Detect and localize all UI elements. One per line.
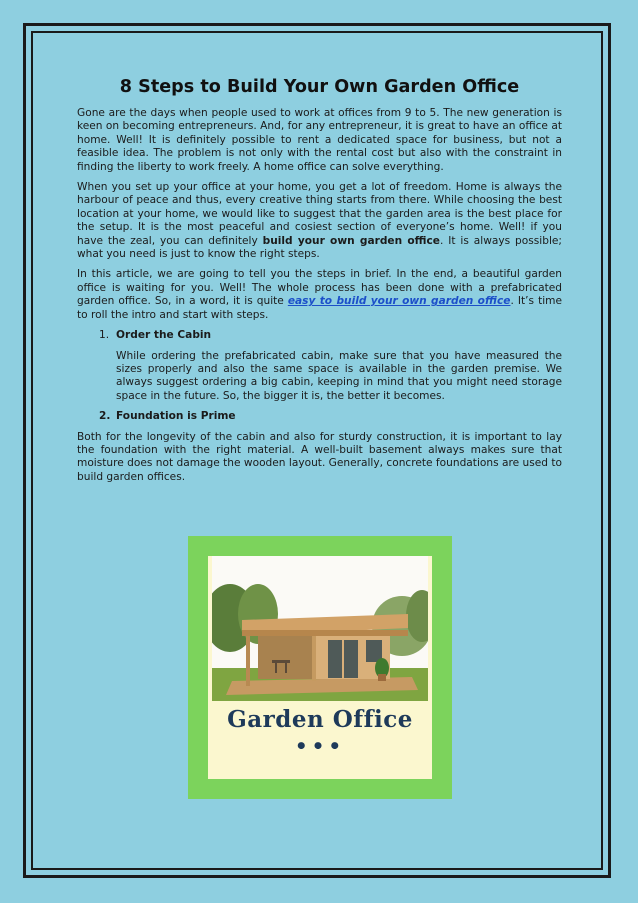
step-2-title: Foundation is Prime xyxy=(116,410,236,423)
step-2-number: 2. xyxy=(99,410,111,423)
article-overview-paragraph xyxy=(77,268,562,322)
freedom-paragraph xyxy=(77,181,562,261)
article xyxy=(77,76,562,491)
garden-office-illustration xyxy=(188,536,452,799)
post-left xyxy=(246,636,250,686)
roof-fascia xyxy=(242,630,408,636)
overview-text-end: . It’s time to roll the intro and start with steps. xyxy=(77,295,563,321)
post-mid xyxy=(312,636,316,681)
illustration-caption: Garden Office xyxy=(227,706,413,733)
step-1-heading xyxy=(99,329,562,342)
illustration-panel xyxy=(208,556,432,779)
illustration-dots: ••• xyxy=(294,734,346,758)
freedom-bold-phrase: build your own garden office xyxy=(262,234,440,247)
step-2-heading xyxy=(99,410,562,423)
step-1-body: While ordering the prefabricated cabin, make sure that you have measured the sizes properly and also the same space is available in the garden premise. We always suggest ordering a big cabin, keeping in mind that you might need storage space in the future. So, the bigger it is, the better it becomes. xyxy=(116,349,562,402)
article-title: 8 Steps to Build Your Own Garden Office xyxy=(119,77,520,97)
overview-text-start: In this article, we are going to tell you the steps in brief. In the end, a beautiful garden office is waiting for you. Well! The whole process has been done with a prefabricated garden office. So, in a word, it is quite xyxy=(77,268,562,308)
step-1-title: Order the Cabin xyxy=(116,329,212,342)
freedom-text-start: When you set up your office at your home, you get a lot of freedom. Home is always the harbour of peace and thus, every creative thing starts from there. While choosing the best location at your home, we would like to suggest that the garden area is the best place for the setup. It is the most peaceful and cosiest section of everyone’s home. Well! if you have the zeal, you can definitely xyxy=(77,181,562,247)
garden-cabin-photo xyxy=(212,556,428,701)
step-2-body: Both for the longevity of the cabin and also for sturdy construction, it is important to lay the foundation with the right material. A well-built basement always makes sure that moisture does not damage the wooden layout. Generally, concrete foundations are used to build garden offices. xyxy=(77,430,562,483)
intro-paragraph: Gone are the days when people used to work at offices from 9 to 5. The new generation is keen on becoming entrepreneurs. And, for any entrepreneur, it is great to have an office at home. Well! It is definitely possible to rent a dedicated space for business, but not a feasible idea. The problem is not only with the rental cost but also with the constraint in finding the liberty to work freely. A home office can solve everything. xyxy=(77,107,562,173)
garden-office-link[interactable]: easy to build your own garden office xyxy=(287,295,511,308)
freedom-text-end: . It is always possible; what you need is just to know the right steps. xyxy=(77,234,562,261)
step-1-number: 1. xyxy=(99,329,110,342)
